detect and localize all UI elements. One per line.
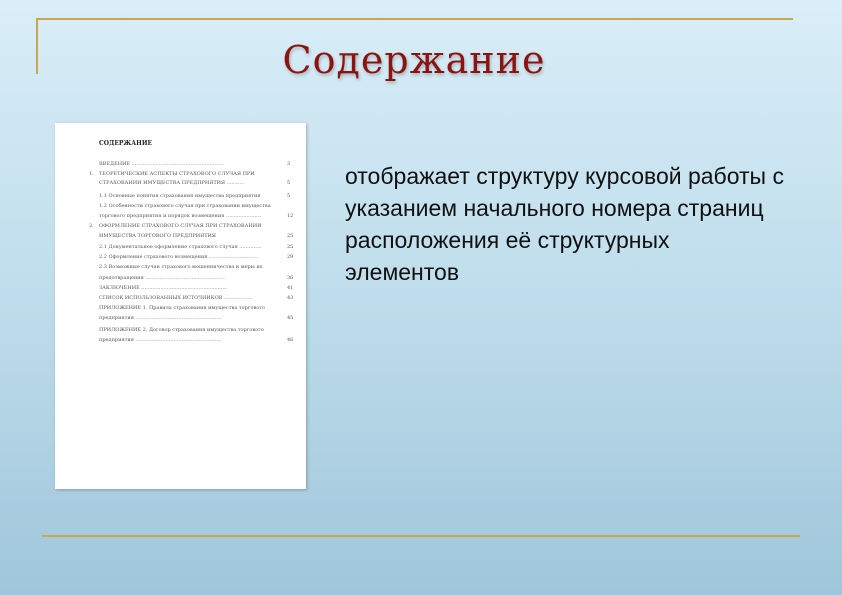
document-page-image bbox=[55, 123, 306, 489]
slide-title bbox=[0, 38, 842, 82]
toc-entry-text: 1.1 Основные понятия страхования имущества предприятия bbox=[99, 193, 261, 199]
toc-entry-page: 29 bbox=[287, 254, 294, 260]
slide-description: отображает структуру курсовой работы с указанием начального номера страниц расположения её структурных элементов bbox=[345, 163, 784, 285]
toc-entry-page: 41 bbox=[287, 285, 294, 291]
toc-entry-text: СТРАХОВАНИИ ИМУЩЕСТВА ПРЕДПРИЯТИЯ ........... bbox=[99, 180, 245, 186]
toc-entry-page: 46 bbox=[287, 337, 294, 343]
toc-entry-text: предотвращения .................................................. bbox=[99, 275, 225, 281]
toc-entry-text: ВВЕДЕНИЕ .......................................................... bbox=[99, 161, 224, 167]
toc-entry-text: ЗАКЛЮЧЕНИЕ ...................................................... bbox=[99, 285, 228, 291]
toc-entry-text: торгового предприятия и порядок возмещения ...................... bbox=[99, 213, 261, 219]
toc-entry-text: 1.2 Особенности страхового случая при страховании имущества bbox=[99, 203, 271, 209]
toc-entry-number: 2. bbox=[89, 223, 94, 229]
toc-entry-text: ТЕОРЕТИЧЕСКИЕ АСПЕКТЫ СТРАХОВОГО СЛУЧАЯ ПРИ bbox=[99, 171, 255, 177]
toc-entry-page: 36 bbox=[287, 275, 294, 281]
top-accent-line bbox=[36, 18, 793, 20]
toc-entry-page: 25 bbox=[287, 244, 294, 250]
toc-entry-text: ОФОРМЛЕНИЕ СТРАХОВОГО СЛУЧАЯ ПРИ СТРАХОВАНИИ bbox=[99, 223, 262, 229]
toc-entry-page: 45 bbox=[287, 315, 294, 321]
toc-entry-text: ПРИЛОЖЕНИЕ 1. Правила страхования имущества торгового bbox=[99, 305, 265, 311]
toc-entry-text: 2.1 Документальное оформление страхового случая .............. bbox=[99, 244, 262, 250]
toc-entry-text: 2.2 Оформление страхового возмещения ............................... bbox=[99, 254, 259, 260]
toc-entry-page: 43 bbox=[287, 295, 294, 301]
toc-entry-text: 2.3 Возможные случаи страхового мошенничества и меры их bbox=[99, 264, 263, 270]
toc-entry-text: ПРИЛОЖЕНИЕ 2. Договор страхования имущества торгового bbox=[99, 327, 264, 333]
toc-entry-page: 5 bbox=[287, 180, 291, 186]
slide-title-text: Содержание bbox=[282, 38, 546, 82]
toc-entry-page: 5 bbox=[287, 193, 291, 199]
bottom-accent-line bbox=[42, 535, 800, 537]
toc-entry-text: СПИСОК ИСПОЛЬЗОВАННЫХ ИСТОЧНИКОВ .................. bbox=[99, 295, 253, 301]
toc-entry-text: ИМУЩЕСТВА ТОРГОВОГО ПРЕДПРИЯТИЯ bbox=[99, 233, 216, 239]
toc-entry-page: 3 bbox=[287, 161, 291, 167]
toc-entry-text: предприятия ...................................................... bbox=[99, 315, 222, 321]
document-heading: СОДЕРЖАНИЕ bbox=[99, 140, 153, 147]
toc-entry-page: 12 bbox=[287, 213, 294, 219]
toc-entry-number: 1. bbox=[89, 171, 94, 177]
toc-entry-text: предприятия ...................................................... bbox=[99, 337, 222, 343]
toc-entry-page: 25 bbox=[287, 233, 294, 239]
